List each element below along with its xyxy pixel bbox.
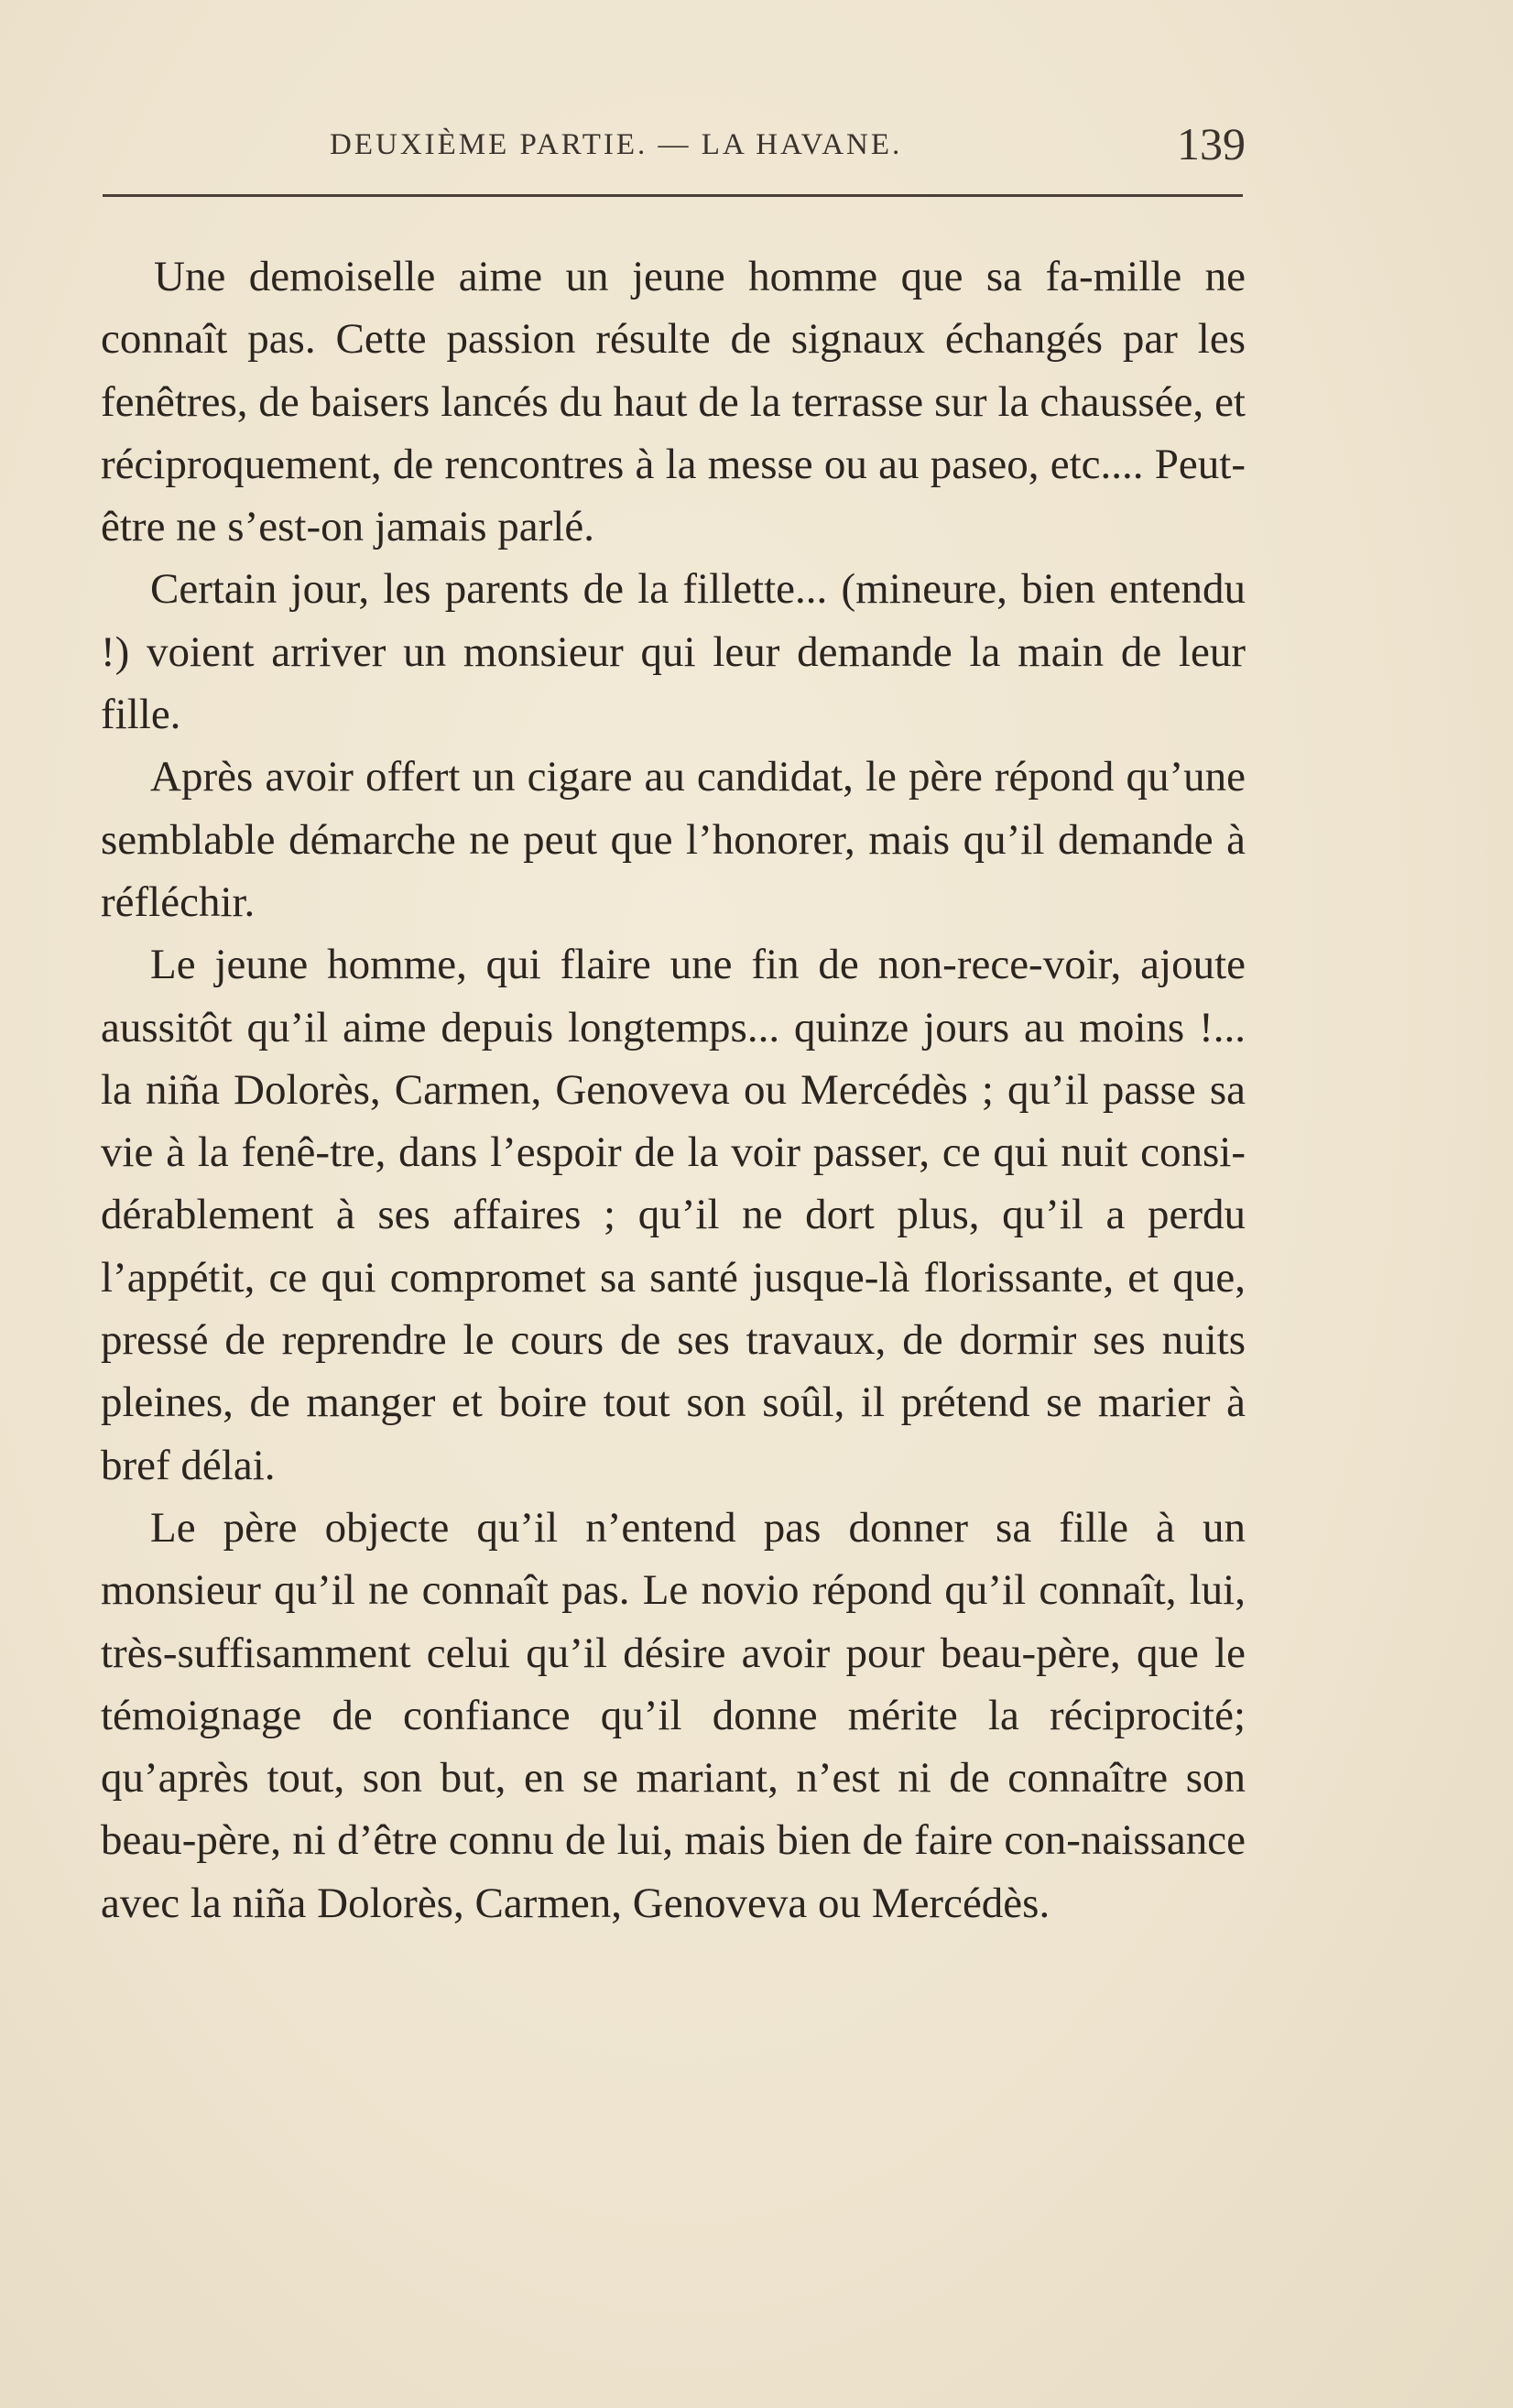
- running-head: [101, 117, 1246, 172]
- body-text: [101, 245, 1246, 1934]
- paragraph: Le jeune homme, qui flaire une fin de non-rece-voir, ajoute aussitôt qu’il aime depuis longtemps... quinze jours au moins !... la niña Dolorès, Carmen, Genoveva ou Mercédès ; qu’il passe sa vie à la fenê-tre, dans l’espoir de la voir passer, ce qui nuit consi-dérablement à ses affaires ; qu’il ne dort plus, qu’il a perdu l’appétit, ce qui compromet sa santé jusque-là florissante, et que, pressé de reprendre le cours de ses travaux, de dormir ses nuits pleines, de manger et boire tout son soûl, il prétend se marier à bref délai.: [101, 941, 1246, 1489]
- running-title: DEUXIÈME PARTIE. — LA HAVANE.: [330, 128, 903, 161]
- page-number: 139: [1177, 118, 1246, 169]
- paragraph: Après avoir offert un cigare au candidat, le père répond qu’une semblable démarche ne peut que l’honorer, mais qu’il demande à réfléchir.: [101, 753, 1246, 926]
- paragraph: Le père objecte qu’il n’entend pas donner sa fille à un monsieur qu’il ne connaît pas. Le novio répond qu’il connaît, lui, très-suffisamment celui qu’il désire avoir pour beau-père, que le témoignage de confiance qu’il donne mérite la réciprocité; qu’après tout, son but, en se mariant, n’est ni de connaître son beau-père, ni d’être connu de lui, mais bien de faire con-naissance avec la niña Dolorès, Carmen, Genoveva ou Mercédès.: [101, 1503, 1246, 1927]
- header-rule: [103, 194, 1243, 197]
- paragraph: Une demoiselle aime un jeune homme que sa fa-mille ne connaît pas. Cette passion résulte de signaux échangés par les fenêtres, de baisers lancés du haut de la terrasse sur la chaussée, et réciproquement, de rencontres à la messe ou au paseo, etc.... Peut-être ne s’est-on jamais parlé.: [101, 253, 1246, 551]
- paragraph: Certain jour, les parents de la fillette... (mineure, bien entendu !) voient arriver un monsieur qui leur demande la main de leur fille.: [101, 565, 1246, 739]
